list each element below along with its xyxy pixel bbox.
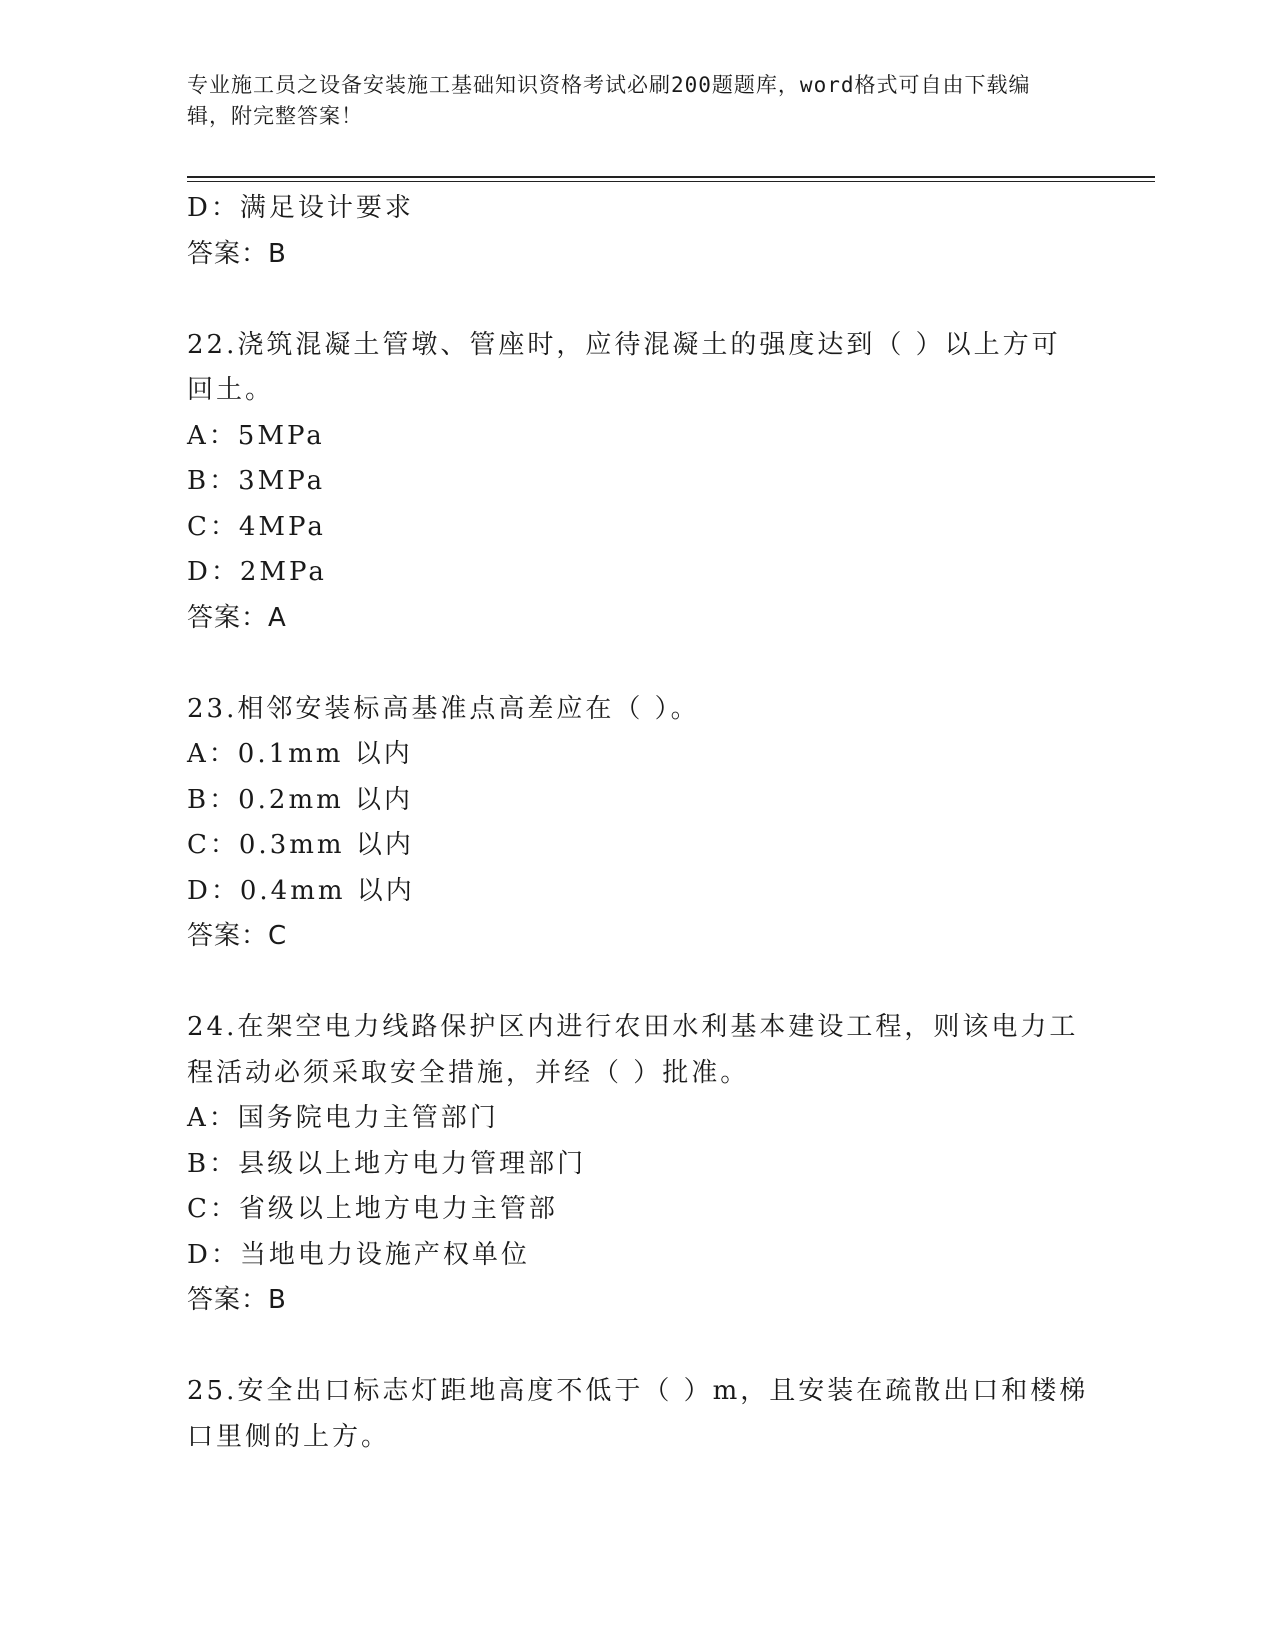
header-divider-thin [187, 181, 1155, 182]
question-body [187, 186, 1087, 1460]
header-divider-thick [187, 176, 1155, 178]
option-a: A：国务院电力主管部门 [187, 1103, 499, 1133]
question-stem-line1: 23.相邻安装标高基准点高差应在（ ）。 [187, 693, 700, 724]
question-stem-line1: 24.在架空电力线路保护区内进行农田水利基本建设工程，则该电力工 [187, 1012, 1079, 1042]
page-header: 专业施工员之设备安装施工基础知识资格考试必刷200题题库，word格式可自由下载编辑，附完整答案！ [187, 73, 1031, 128]
question-stem-line2: 程活动必须采取安全措施，并经（ ）批准。 [187, 1057, 750, 1088]
question-stem-line1: 25.安全出口标志灯距地高度不低于（ ）m，且安装在疏散出口和楼梯 [187, 1376, 1089, 1406]
option-b: B：县级以上地方电力管理部门 [187, 1148, 587, 1179]
question-stem-line2: 口里侧的上方。 [187, 1421, 391, 1452]
prev-option-d: D：满足设计要求 [187, 193, 414, 223]
question-stem-line2: 回土。 [187, 375, 275, 405]
option-b: B：0.2mm 以内 [187, 784, 414, 815]
answer: 答案：B [187, 1285, 287, 1315]
question-23 [187, 687, 1087, 960]
option-d: D：2MPa [187, 557, 327, 587]
option-b: B：3MPa [187, 466, 326, 496]
question-22 [187, 323, 1087, 642]
question-24 [187, 1005, 1087, 1324]
option-a: A：5MPa [187, 420, 325, 451]
spacer [187, 277, 1087, 323]
option-c: C：省级以上地方电力主管部 [187, 1194, 558, 1224]
spacer [187, 641, 1087, 687]
question-25 [187, 1369, 1087, 1460]
option-d: D：0.4mm 以内 [187, 875, 415, 906]
spacer [187, 1324, 1087, 1370]
spacer [187, 960, 1087, 1006]
question-stem-line1: 22.浇筑混凝土管墩、管座时，应待混凝土的强度达到（ ）以上方可 [187, 329, 1061, 360]
option-d: D：当地电力设施产权单位 [187, 1239, 530, 1270]
option-c: C：0.3mm 以内 [187, 830, 414, 860]
option-c: C：4MPa [187, 511, 326, 542]
prev-answer: 答案：B [187, 238, 287, 269]
answer: 答案：C [187, 921, 288, 951]
answer: 答案：A [187, 602, 287, 633]
option-a: A：0.1mm 以内 [187, 739, 413, 769]
